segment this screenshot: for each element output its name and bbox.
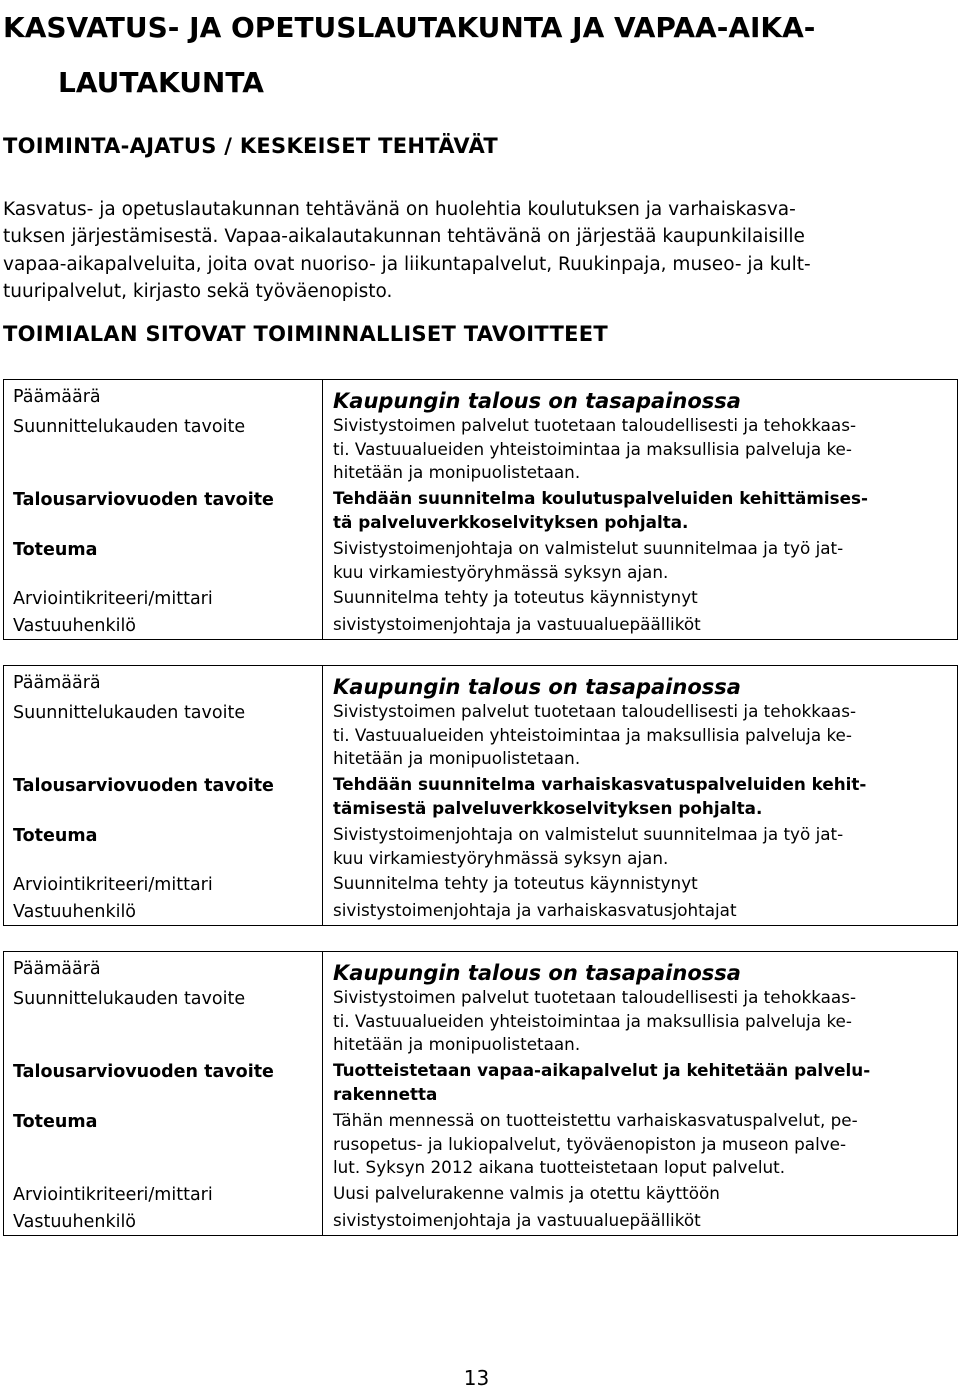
title-line-1: KASVATUS- JA OPETUSLAUTAKUNTA JA VAPAA-AIKA- [3, 11, 816, 44]
text-line: Tähän mennessä on tuotteistettu varhaiskasvatuspalvelut, pe- [333, 1110, 858, 1130]
criteria-value: Uusi palvelurakenne valmis ja otettu käyttöön [333, 1183, 720, 1203]
label-outcome: Toteuma [13, 1112, 98, 1132]
criteria-value: Suunnitelma tehty ja toteutus käynnistynyt [333, 873, 698, 893]
budget-value [333, 1059, 939, 1109]
goal-value: Kaupungin talous on tasapainossa [333, 389, 741, 413]
labels-column [4, 952, 323, 1236]
values-column [323, 666, 958, 926]
text-line: kuu virkamiestyöryhmässä syksyn ajan. [333, 561, 669, 582]
label-responsible: Vastuuhenkilö [13, 902, 137, 922]
labels-column [4, 380, 323, 640]
label-budget: Talousarviovuoden tavoite [13, 490, 274, 510]
section-heading-goals: TOIMIALAN SITOVAT TOIMINNALLISET TAVOITTEET [3, 322, 609, 346]
label-criteria: Arviointikriteeri/mittari [13, 1185, 213, 1205]
intro-line: Kasvatus- ja opetuslautakunnan tehtävänä on huolehtia koulutuksen ja varhaiskasva- [3, 199, 796, 220]
text-line: Sivistystoimenjohtaja on valmistelut suunnitelmaa ja työ jat- [333, 538, 844, 558]
labels-column [4, 666, 323, 926]
intro-line: vapaa-aikapalveluita, joita ovat nuoriso- ja liikuntapalvelut, Ruukinpaja, museo- ja kult- [3, 253, 811, 275]
budget-value [333, 487, 939, 537]
outcome-value [333, 1109, 939, 1182]
goal-value: Kaupungin talous on tasapainossa [333, 675, 741, 699]
label-goal: Päämäärä [13, 387, 101, 407]
title-line-2: LAUTAKUNTA [58, 66, 264, 99]
label-planning: Suunnittelukauden tavoite [13, 989, 246, 1009]
text-line: Sivistystoimen palvelut tuotetaan taloudellisesti ja tehokkaas- [333, 987, 856, 1007]
goal-table-1 [3, 379, 958, 640]
responsible-value: sivistystoimenjohtaja ja vastuualuepäälliköt [333, 614, 701, 634]
text-line: Sivistystoimenjohtaja on valmistelut suunnitelmaa ja työ jat- [333, 824, 844, 844]
label-budget: Talousarviovuoden tavoite [13, 1062, 274, 1082]
text-line: ti. Vastuualueiden yhteistoimintaa ja maksullisia palveluja ke- [333, 1010, 852, 1031]
label-planning: Suunnittelukauden tavoite [13, 417, 246, 437]
text-line: hitetään ja monipuolistetaan. [333, 748, 581, 768]
page-number: 13 [463, 1366, 490, 1390]
text-line: tämisestä palveluverkkoselvityksen pohjalta. [333, 797, 763, 818]
goal-table-3 [3, 951, 958, 1236]
responsible-value: sivistystoimenjohtaja ja varhaiskasvatusjohtajat [333, 900, 737, 920]
text-line: Tehdään suunnitelma varhaiskasvatuspalveluiden kehit- [333, 774, 867, 794]
label-outcome: Toteuma [13, 540, 98, 560]
label-responsible: Vastuuhenkilö [13, 1212, 137, 1232]
text-line: lut. Syksyn 2012 aikana tuotteistetaan loput palvelut. [333, 1157, 786, 1177]
values-column [323, 952, 958, 1236]
budget-value [333, 773, 939, 823]
label-outcome: Toteuma [13, 826, 98, 846]
section-heading-mission: TOIMINTA-AJATUS / KESKEISET TEHTÄVÄT [3, 134, 499, 158]
text-line: rusopetus- ja lukiopalvelut, työväenopiston ja museon palve- [333, 1133, 847, 1154]
label-responsible: Vastuuhenkilö [13, 616, 137, 636]
text-line: Sivistystoimen palvelut tuotetaan taloudellisesti ja tehokkaas- [333, 415, 856, 435]
goal-table-2 [3, 665, 958, 926]
text-line: Sivistystoimen palvelut tuotetaan taloudellisesti ja tehokkaas- [333, 701, 856, 721]
intro-paragraph [3, 196, 948, 305]
intro-line: tuksen järjestämisestä. Vapaa-aikalautakunnan tehtävänä on järjestää kaupunkilaisille [3, 226, 805, 248]
outcome-value [333, 537, 939, 586]
label-planning: Suunnittelukauden tavoite [13, 703, 246, 723]
intro-line: tuuripalvelut, kirjasto sekä työväenopisto. [3, 280, 393, 302]
text-line: ti. Vastuualueiden yhteistoimintaa ja maksullisia palveluja ke- [333, 724, 852, 745]
text-line: hitetään ja monipuolistetaan. [333, 1034, 581, 1054]
planning-value [333, 700, 939, 773]
label-budget: Talousarviovuoden tavoite [13, 776, 274, 796]
outcome-value [333, 823, 939, 872]
text-line: rakennetta [333, 1083, 438, 1104]
responsible-value: sivistystoimenjohtaja ja vastuualuepäälliköt [333, 1210, 701, 1230]
label-criteria: Arviointikriteeri/mittari [13, 875, 213, 895]
text-line: hitetään ja monipuolistetaan. [333, 462, 581, 482]
text-line: ti. Vastuualueiden yhteistoimintaa ja maksullisia palveluja ke- [333, 438, 852, 459]
text-line: Tuotteistetaan vapaa-aikapalvelut ja kehitetään palvelu- [333, 1060, 871, 1080]
text-line: kuu virkamiestyöryhmässä syksyn ajan. [333, 847, 669, 868]
document-title [3, 0, 943, 110]
goal-value: Kaupungin talous on tasapainossa [333, 961, 741, 985]
text-line: Tehdään suunnitelma koulutuspalveluiden kehittämises- [333, 488, 868, 508]
criteria-value: Suunnitelma tehty ja toteutus käynnistynyt [333, 587, 698, 607]
label-goal: Päämäärä [13, 959, 101, 979]
planning-value [333, 414, 939, 487]
label-criteria: Arviointikriteeri/mittari [13, 589, 213, 609]
values-column [323, 380, 958, 640]
planning-value [333, 986, 939, 1059]
text-line: tä palveluverkkoselvityksen pohjalta. [333, 511, 689, 532]
label-goal: Päämäärä [13, 673, 101, 693]
